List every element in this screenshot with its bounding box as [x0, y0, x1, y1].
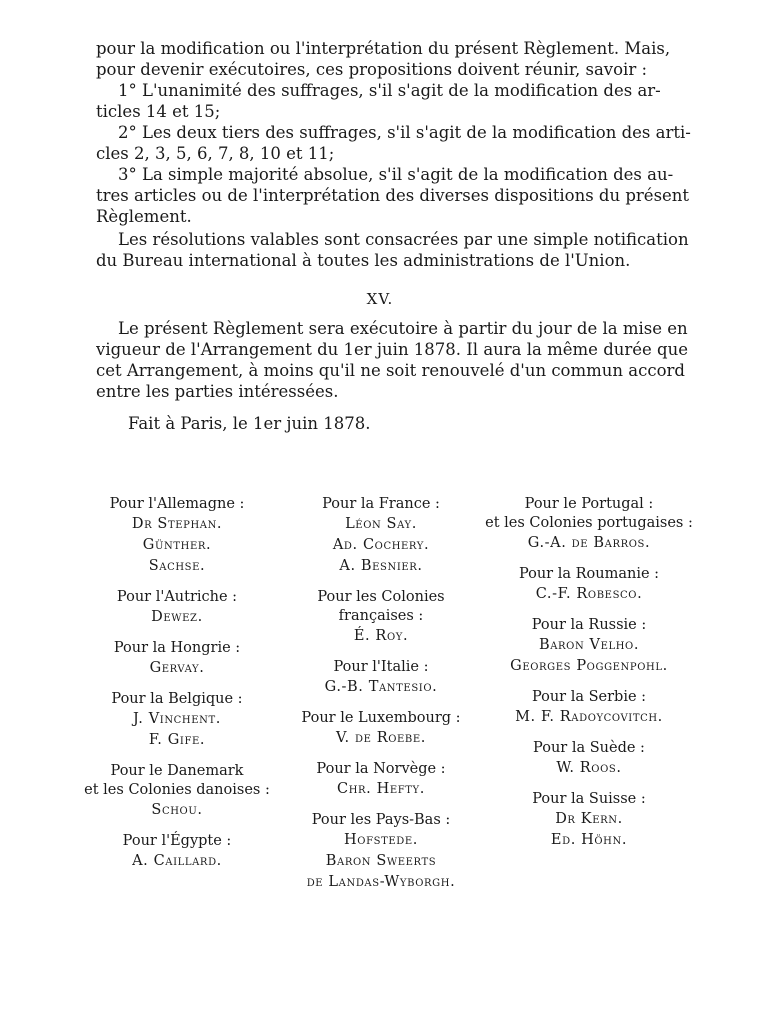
- country-label: Pour la Norvège :: [316, 761, 446, 777]
- signature-group: [72, 832, 282, 872]
- signer-name: Hofstede.: [344, 832, 418, 848]
- text-line: 3° La simple majorité absolue, s'il s'agit de la modification des au-: [118, 165, 674, 184]
- country-label: Pour l'Allemagne :: [109, 496, 245, 512]
- signer-name: Ad. Cochery.: [332, 537, 430, 553]
- country-label: Pour les Colonies: [317, 589, 445, 605]
- signature-group: [72, 762, 282, 821]
- signature-group: [72, 588, 282, 628]
- signer-name: Sachse.: [148, 558, 206, 574]
- signer-name: Chr. Hefty.: [337, 781, 425, 797]
- signer-name: A. Caillard.: [132, 853, 222, 869]
- signer-name: Léon Say.: [345, 516, 417, 532]
- country-label: Pour l'Italie :: [333, 659, 429, 675]
- text-line: 2° Les deux tiers des suffrages, s'il s'agit de la modification des arti-: [118, 123, 691, 142]
- paragraph-item-1: [96, 80, 696, 122]
- country-label: françaises :: [338, 608, 424, 624]
- signature-group: [484, 495, 694, 554]
- signature-group: [72, 495, 282, 577]
- signer-name: M. F. Radoycovitch.: [515, 709, 663, 725]
- text-line: vigueur de l'Arrangement du 1er juin 1878. Il aura la même durée que: [96, 340, 688, 359]
- signer-name: G.-A. de Barros.: [527, 535, 651, 551]
- signer-name: Georges Poggenpohl.: [510, 658, 668, 674]
- closing-line: Fait à Paris, le 1er juin 1878.: [128, 414, 371, 433]
- country-label: Pour l'Égypte :: [122, 833, 232, 849]
- text-line: Les résolutions valables sont consacrées par une simple notification: [118, 230, 689, 249]
- signer-name: Dr Kern.: [555, 811, 623, 827]
- signer-name: Baron Sweerts: [325, 853, 437, 869]
- signer-name: A. Besnier.: [339, 558, 423, 574]
- country-label: Pour la Russie :: [531, 617, 647, 633]
- signature-group: [484, 739, 694, 779]
- signature-group: [72, 690, 282, 751]
- signature-group: [276, 588, 486, 647]
- signer-name: Dewez.: [151, 609, 203, 625]
- paragraph-resolutions: [96, 229, 696, 271]
- text-line: Règlement.: [96, 207, 192, 226]
- signer-name: Ed. Höhn.: [550, 832, 628, 848]
- text-line: du Bureau international à toutes les administrations de l'Union.: [96, 251, 631, 270]
- paragraph-item-3: [96, 164, 696, 227]
- signer-name: G.-B. Tantesio.: [324, 679, 438, 695]
- signer-name: W. Roos.: [556, 760, 622, 776]
- signature-group: [276, 495, 486, 577]
- signer-name: de Landas-Wyborgh.: [306, 874, 456, 890]
- text-line: ticles 14 et 15;: [96, 102, 221, 121]
- signer-name: Baron Velho.: [538, 637, 640, 653]
- text-line: pour la modification ou l'interprétation du présent Règlement. Mais,: [96, 39, 671, 58]
- signature-group: [276, 811, 486, 893]
- signer-name: J. Vinchent.: [133, 711, 221, 727]
- text-line: pour devenir exécutoires, ces propositions doivent réunir, savoir :: [96, 60, 648, 79]
- text-line: entre les parties intéressées.: [96, 382, 339, 401]
- country-label: Pour la Roumanie :: [518, 566, 660, 582]
- text-line: cet Arrangement, à moins qu'il ne soit renouvelé d'un commun accord: [96, 361, 685, 380]
- signer-name: Gervay.: [149, 660, 205, 676]
- country-label: Pour le Danemark: [110, 763, 244, 779]
- text-line: tres articles ou de l'interprétation des diverses dispositions du présent: [96, 186, 690, 205]
- country-label: Pour l'Autriche :: [116, 589, 238, 605]
- signature-column: [276, 495, 486, 904]
- country-label: Pour la France :: [322, 496, 440, 512]
- signer-name: Dr Stephan.: [131, 516, 223, 532]
- paragraph-section-xv: [96, 318, 696, 402]
- country-label: Pour les Pays-Bas :: [311, 812, 451, 828]
- signature-column: [484, 495, 694, 862]
- signature-group: [276, 709, 486, 749]
- country-label: Pour la Serbie :: [531, 689, 647, 705]
- signature-column: [72, 495, 282, 883]
- text-line: Le présent Règlement sera exécutoire à partir du jour de la mise en: [118, 319, 688, 338]
- signer-name: V. de Roebe.: [336, 730, 426, 746]
- section-heading: XV.: [366, 290, 394, 308]
- country-label: Pour la Suisse :: [532, 791, 646, 807]
- signature-group: [276, 658, 486, 698]
- country-label: Pour la Suède :: [533, 740, 645, 756]
- text-line: cles 2, 3, 5, 6, 7, 8, 10 et 11;: [96, 144, 335, 163]
- paragraph-proposals: [96, 38, 696, 80]
- signature-group: [484, 688, 694, 728]
- signature-group: [484, 616, 694, 677]
- signer-name: É. Roy.: [353, 628, 409, 644]
- country-label: Pour le Portugal :: [524, 496, 654, 512]
- signature-group: [484, 565, 694, 605]
- country-label: Pour le Luxembourg :: [301, 710, 461, 726]
- country-label: Pour la Belgique :: [111, 691, 243, 707]
- signature-group: [484, 790, 694, 851]
- signature-group: [276, 760, 486, 800]
- signer-name: Schou.: [151, 802, 203, 818]
- signer-name: F. Gife.: [148, 732, 206, 748]
- signer-name: C.-F. Robesco.: [535, 586, 643, 602]
- country-label: et les Colonies portugaises :: [485, 515, 693, 531]
- signature-group: [72, 639, 282, 679]
- paragraph-item-2: [96, 122, 696, 164]
- text-line: 1° L'unanimité des suffrages, s'il s'agit de la modification des ar-: [118, 81, 661, 100]
- signer-name: Günther.: [142, 537, 212, 553]
- country-label: et les Colonies danoises :: [84, 782, 270, 798]
- country-label: Pour la Hongrie :: [113, 640, 241, 656]
